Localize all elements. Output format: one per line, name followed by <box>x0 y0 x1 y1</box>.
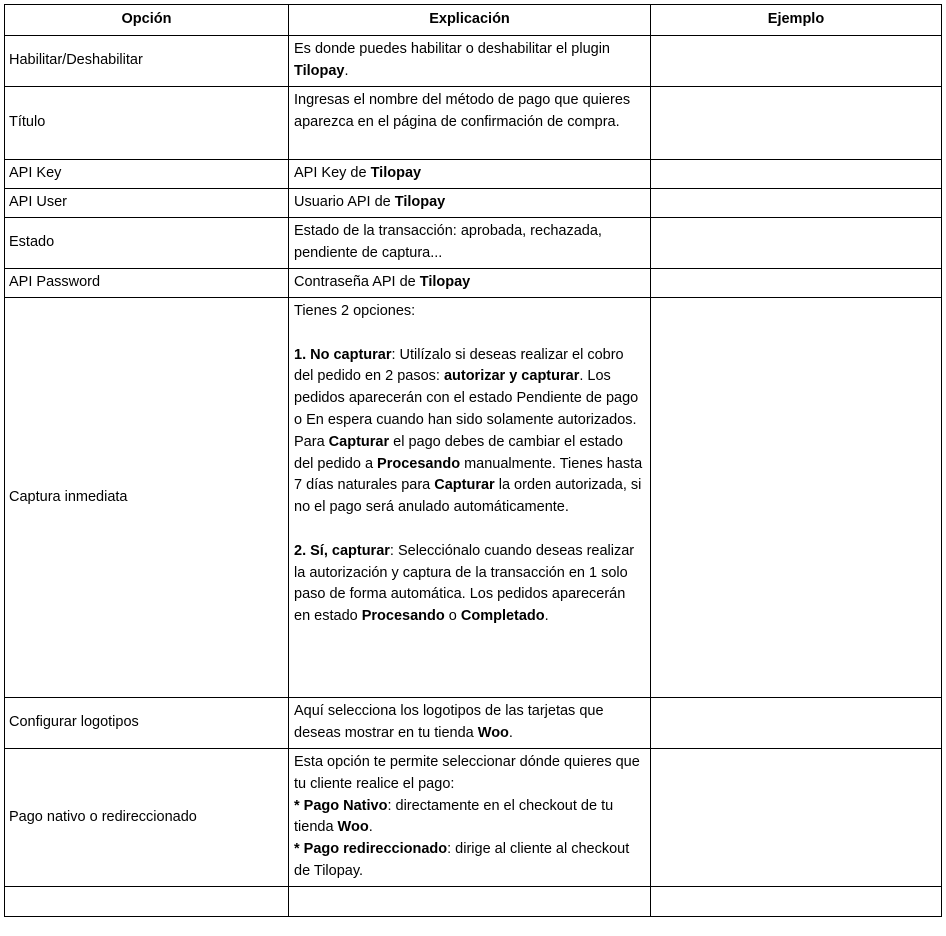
brand-name: Tilopay <box>419 274 471 290</box>
explanation-cell <box>289 698 651 749</box>
table-row <box>5 269 942 298</box>
option-no-capturar <box>294 345 645 519</box>
bold-term: Procesando <box>361 608 445 625</box>
bold-term: Capturar <box>434 477 495 494</box>
paragraph-gap <box>294 323 645 345</box>
header-explicacion: Explicación <box>289 5 651 36</box>
example-cell <box>651 160 942 189</box>
table-row <box>5 36 942 87</box>
option-label: 2. Sí, capturar <box>294 542 390 559</box>
explanation-text: : Utilízalo si deseas realizar el cobro del pedido en 2 pasos: <box>294 346 624 385</box>
option-label: * Pago redireccionado <box>294 841 448 858</box>
explanation-text: . Los pedidos aparecerán con el estado Pendiente de pago o En espera cuando han sido solamente autorizados. Para <box>294 368 639 450</box>
explanation-text: manualmente. Tienes hasta 7 días naturales para <box>294 455 643 494</box>
explanation-text: . <box>344 62 349 79</box>
intro-text: Esta opción te permite seleccionar dónde quieres que tu cliente realice el pago: <box>294 754 640 792</box>
explanation-text: Contraseña API de <box>294 274 420 290</box>
option-label: 1. No capturar <box>294 346 392 363</box>
explanation-text: Es donde puedes habilitar o deshabilitar el plugin <box>294 41 610 57</box>
table-row <box>5 749 942 887</box>
table-row <box>5 160 942 189</box>
table-row <box>5 189 942 218</box>
example-cell <box>651 36 942 87</box>
explanation-text: : Selecciónalo cuando deseas realizar la autorización y captura de la transacción en 1 solo paso de forma automática. Los pedidos aparecerán en estado <box>294 542 635 625</box>
intro-text: Tienes 2 opciones: <box>294 303 416 319</box>
option-cell: Captura inmediata <box>5 298 289 698</box>
options-table <box>4 4 942 917</box>
explanation-text: : dirige al cliente al checkout de Tilopay. <box>294 841 630 879</box>
example-cell <box>651 298 942 698</box>
header-opcion: Opción <box>5 5 289 36</box>
bold-term: Procesando <box>377 455 461 472</box>
explanation-text: : directamente en el checkout de tu tienda <box>294 797 614 836</box>
explanation-text: el pago debes de cambiar el estado del pedido a <box>294 433 623 472</box>
explanation-text: . <box>544 608 549 625</box>
option-cell: Pago nativo o redireccionado <box>5 749 289 887</box>
example-cell <box>651 749 942 887</box>
table-row <box>5 218 942 269</box>
explanation-cell <box>289 189 651 218</box>
option-cell: Configurar logotipos <box>5 698 289 749</box>
option-cell: Título <box>5 87 289 160</box>
option-si-capturar <box>294 541 645 628</box>
option-cell: API Key <box>5 160 289 189</box>
brand-name: Tilopay <box>394 194 446 210</box>
brand-name: Tilopay <box>370 165 422 181</box>
example-cell <box>651 218 942 269</box>
example-cell <box>651 887 942 917</box>
explanation-cell <box>289 160 651 189</box>
explanation-text: API Key de <box>294 165 371 181</box>
table-row <box>5 698 942 749</box>
table-row <box>5 887 942 917</box>
explanation-text: Usuario API de <box>294 194 395 210</box>
explanation-cell <box>289 887 651 917</box>
explanation-cell: Ingresas el nombre del método de pago que quieres aparezca en el página de confirmación de compra. <box>289 87 651 160</box>
option-cell: API User <box>5 189 289 218</box>
table-row <box>5 298 942 698</box>
paragraph-gap <box>294 519 645 541</box>
example-cell <box>651 87 942 160</box>
explanation-cell <box>289 749 651 887</box>
header-ejemplo: Ejemplo <box>651 5 942 36</box>
option-cell <box>5 887 289 917</box>
bold-term: Completado <box>460 608 545 625</box>
redirect-payment-line <box>294 839 645 883</box>
explanation-text: . <box>508 724 513 741</box>
option-cell: Estado <box>5 218 289 269</box>
option-cell: Habilitar/Deshabilitar <box>5 36 289 87</box>
brand-name: Tilopay <box>294 62 345 79</box>
native-payment-line <box>294 796 645 840</box>
store-name: Woo <box>477 724 509 741</box>
explanation-cell <box>289 36 651 87</box>
option-label: * Pago Nativo <box>294 797 388 814</box>
explanation-cell <box>289 269 651 298</box>
option-cell: API Password <box>5 269 289 298</box>
explanation-cell: Estado de la transacción: aprobada, rechazada, pendiente de captura... <box>289 218 651 269</box>
example-cell <box>651 269 942 298</box>
explanation-text: o <box>444 608 461 625</box>
bold-term: autorizar y capturar <box>443 368 580 385</box>
example-cell <box>651 698 942 749</box>
table-row <box>5 87 942 160</box>
store-name: Woo <box>337 819 369 836</box>
explanation-text: la orden autorizada, si no el pago será anulado automáticamente. <box>294 477 642 516</box>
explanation-cell <box>289 298 651 698</box>
bold-term: Capturar <box>328 433 390 450</box>
explanation-text: . <box>368 819 373 836</box>
example-cell <box>651 189 942 218</box>
explanation-text: Aquí selecciona los logotipos de las tarjetas que deseas mostrar en tu tienda <box>294 703 604 741</box>
table-header-row <box>5 5 942 36</box>
